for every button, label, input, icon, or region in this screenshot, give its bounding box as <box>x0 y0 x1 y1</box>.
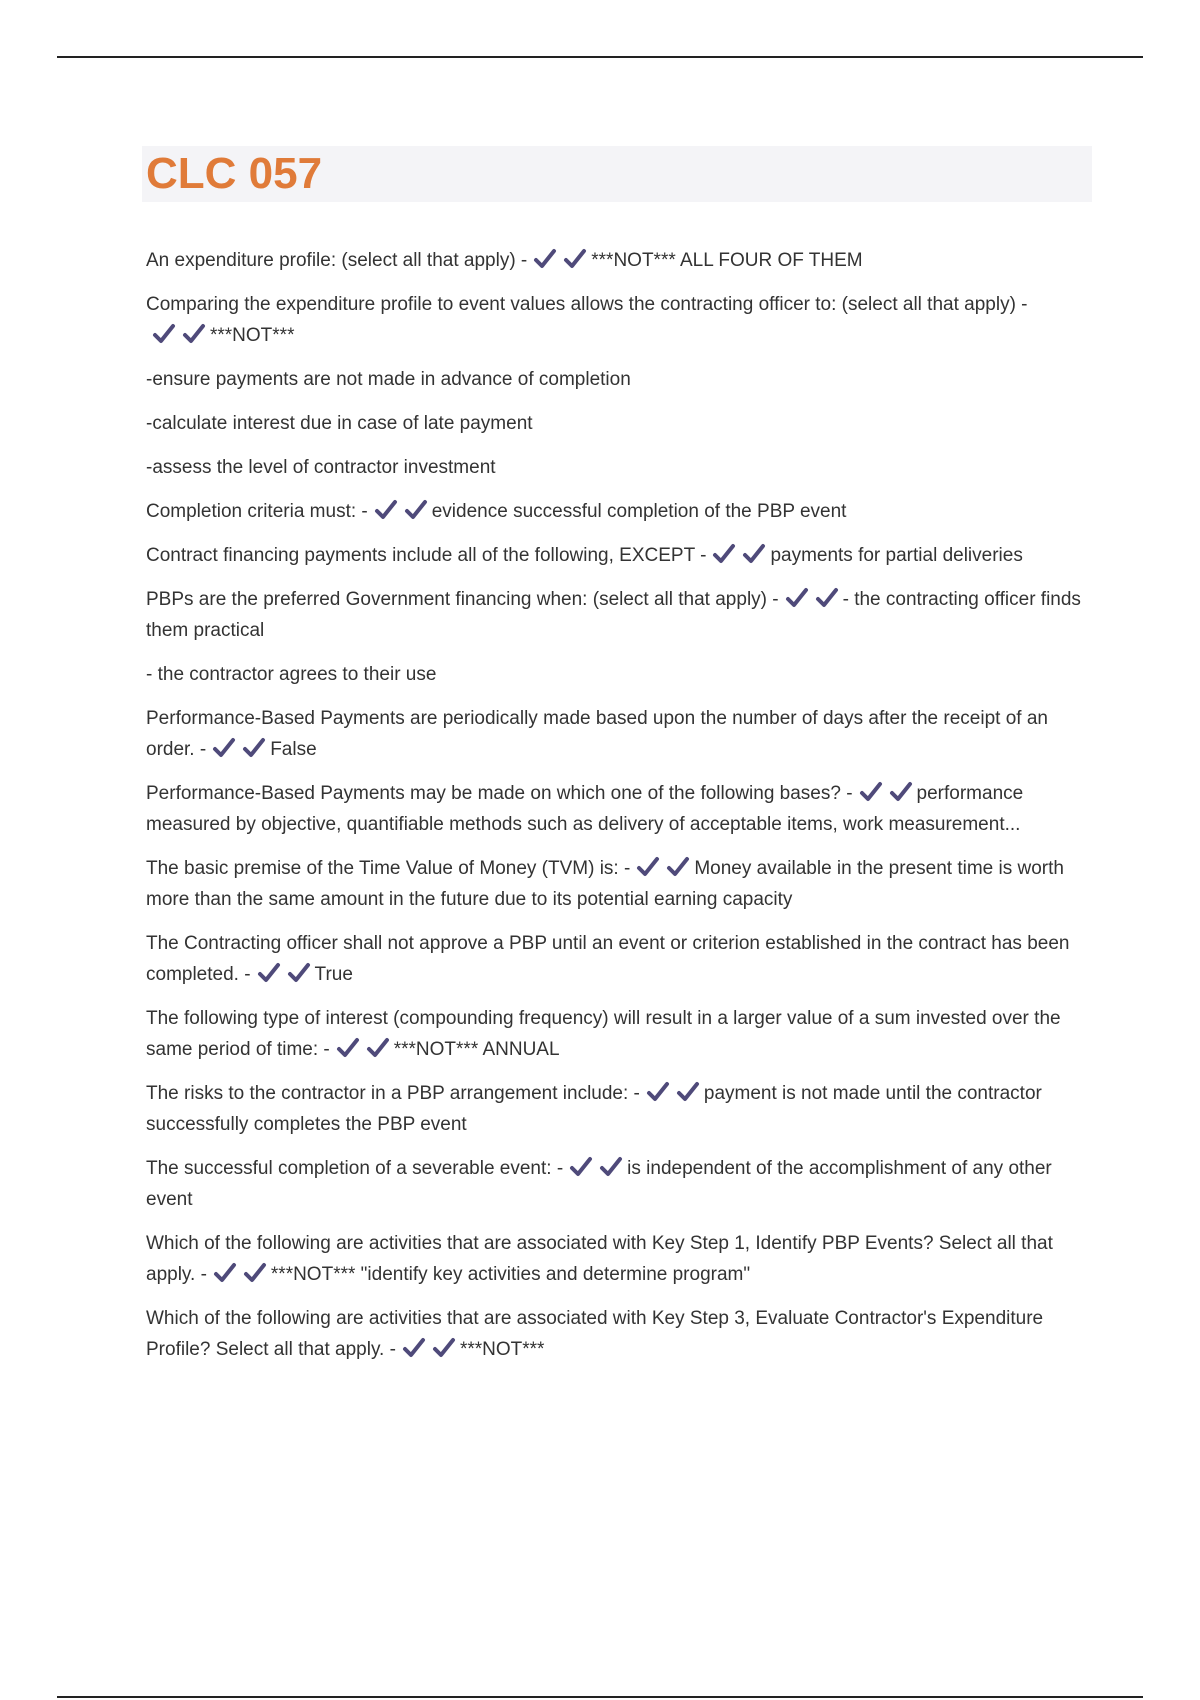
checkmark-icon <box>676 1081 700 1103</box>
qa-item <box>146 1153 1091 1215</box>
answer-text: performance measured by objective, quantifiable methods such as delivery of acceptable items, work measurement... <box>146 783 1024 835</box>
question-text: Comparing the expenditure profile to event values allows the contracting officer to: (select all that apply) - <box>146 294 1028 315</box>
qa-item <box>146 245 1091 276</box>
answer-checkmarks <box>336 1037 390 1059</box>
answer-checkmarks <box>712 543 766 565</box>
answer-checkmarks <box>646 1081 700 1103</box>
qa-item <box>146 1228 1091 1290</box>
answer-text: True <box>314 964 353 985</box>
question-text: Performance-Based Payments are periodically made based upon the number of days after the receipt of an order. - <box>146 708 1048 760</box>
checkmark-icon <box>404 499 428 521</box>
answer-checkmarks <box>785 587 839 609</box>
question-text: -calculate interest due in case of late payment <box>146 413 533 434</box>
checkmark-icon <box>889 781 913 803</box>
qa-item <box>146 1303 1091 1365</box>
answer-checkmarks <box>212 737 266 759</box>
question-text: - the contractor agrees to their use <box>146 664 437 685</box>
answer-checkmarks <box>636 856 690 878</box>
answer-text: payments for partial deliveries <box>770 545 1023 566</box>
question-text: Performance-Based Payments may be made on which one of the following bases? - <box>146 783 853 804</box>
answer-checkmarks <box>374 499 428 521</box>
answer-checkmarks <box>533 248 587 270</box>
checkmark-icon <box>243 1262 267 1284</box>
question-text: The following type of interest (compounding frequency) will result in a larger value of a sum invested over the same period of time: - <box>146 1008 1061 1060</box>
checkmark-icon <box>374 499 398 521</box>
checkmark-icon <box>257 962 281 984</box>
answer-text: ***NOT*** ANNUAL <box>393 1039 560 1060</box>
top-rule <box>57 56 1143 58</box>
checkmark-icon <box>402 1337 426 1359</box>
checkmark-icon <box>599 1156 623 1178</box>
qa-item <box>146 452 1091 483</box>
checkmark-icon <box>212 737 236 759</box>
checkmark-icon <box>815 587 839 609</box>
answer-text: payment is not made until the contractor successfully completes the PBP event <box>146 1083 1042 1135</box>
qa-item <box>146 778 1091 840</box>
checkmark-icon <box>432 1337 456 1359</box>
answer-text: ***NOT*** "identify key activities and determine program" <box>270 1264 751 1285</box>
checkmark-icon <box>569 1156 593 1178</box>
checkmark-icon <box>712 543 736 565</box>
question-text: Which of the following are activities that are associated with Key Step 3, Evaluate Contractor's Expenditure Profile? Select all that apply. - <box>146 1308 1044 1360</box>
checkmark-icon <box>366 1037 390 1059</box>
checkmark-icon <box>152 323 176 345</box>
qa-item <box>146 1078 1091 1140</box>
answer-checkmarks <box>569 1156 623 1178</box>
question-text: The successful completion of a severable event: - <box>146 1158 564 1179</box>
qa-item <box>146 496 1091 527</box>
question-text: -assess the level of contractor investment <box>146 457 496 478</box>
question-text: Completion criteria must: - <box>146 501 368 522</box>
question-text: -ensure payments are not made in advance of completion <box>146 369 631 390</box>
qa-item <box>146 853 1091 915</box>
answer-checkmarks <box>402 1337 456 1359</box>
qa-item <box>146 584 1091 646</box>
qa-item <box>146 408 1091 439</box>
qa-item <box>146 1003 1091 1065</box>
answer-text: ***NOT*** <box>210 325 295 346</box>
checkmark-icon <box>213 1262 237 1284</box>
qa-item <box>146 928 1091 990</box>
qa-item <box>146 659 1091 690</box>
checkmark-icon <box>533 248 557 270</box>
question-text: The risks to the contractor in a PBP arrangement include: - <box>146 1083 640 1104</box>
answer-text: ***NOT*** <box>459 1339 545 1360</box>
qa-item <box>146 289 1091 351</box>
checkmark-icon <box>859 781 883 803</box>
checkmark-icon <box>336 1037 360 1059</box>
checkmark-icon <box>287 962 311 984</box>
answer-text: - the contracting officer finds them practical <box>146 589 1081 641</box>
answer-text: evidence successful completion of the PBP event <box>431 501 847 522</box>
question-text: An expenditure profile: (select all that apply) - <box>146 250 528 271</box>
checkmark-icon <box>666 856 690 878</box>
qa-list <box>146 245 1091 1365</box>
answer-checkmarks <box>213 1262 267 1284</box>
qa-item <box>146 540 1091 571</box>
answer-checkmarks <box>859 781 913 803</box>
checkmark-icon <box>636 856 660 878</box>
answer-checkmarks <box>257 962 311 984</box>
answer-text: is independent of the accomplishment of any other event <box>146 1158 1052 1210</box>
checkmark-icon <box>742 543 766 565</box>
checkmark-icon <box>563 248 587 270</box>
bottom-rule <box>57 1696 1143 1698</box>
answer-text: False <box>270 739 317 760</box>
page-title: CLC 057 <box>146 149 323 198</box>
checkmark-icon <box>242 737 266 759</box>
answer-text: ***NOT*** ALL FOUR OF THEM <box>591 250 863 271</box>
question-text: Contract financing payments include all of the following, EXCEPT - <box>146 545 707 566</box>
answer-checkmarks <box>152 323 206 345</box>
answer-text: Money available in the present time is worth more than the same amount in the future due to its potential earning capacity <box>146 858 1064 910</box>
title-banner <box>142 146 1092 202</box>
question-text: The Contracting officer shall not approve a PBP until an event or criterion established in the contract has been completed. - <box>146 933 1070 985</box>
qa-item <box>146 364 1091 395</box>
question-text: PBPs are the preferred Government financing when: (select all that apply) - <box>146 589 779 610</box>
checkmark-icon <box>646 1081 670 1103</box>
checkmark-icon <box>785 587 809 609</box>
question-text: The basic premise of the Time Value of Money (TVM) is: - <box>146 858 631 879</box>
qa-item <box>146 703 1091 765</box>
checkmark-icon <box>182 323 206 345</box>
question-text: Which of the following are activities that are associated with Key Step 1, Identify PBP Events? Select all that apply. - <box>146 1233 1053 1285</box>
